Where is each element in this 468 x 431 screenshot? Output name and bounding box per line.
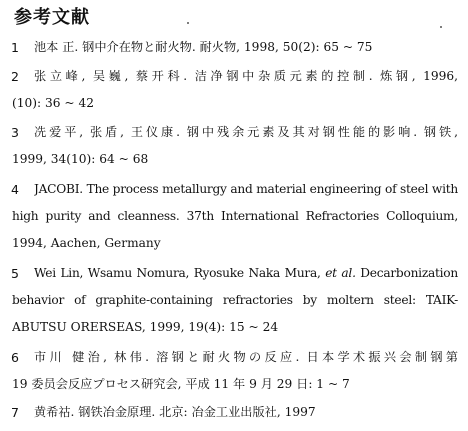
reference-line: Wei Lin, Wsamu Nomura, Ryosuke Naka Mura, et al. Decarbonization [34, 266, 458, 280]
reference-line: JACOBI. The process metallurgy and material engineering of steel with [34, 182, 458, 196]
reference-number: 1 [11, 40, 19, 55]
et-al-italic: et al. [325, 266, 356, 280]
reference-number: 3 [11, 125, 19, 140]
reference-line: 1994, Aachen, Germany [12, 236, 161, 250]
reference-text [12, 176, 458, 257]
reference-line: behavior of graphite-containing refractories by moltern steel: TAIK- [12, 293, 458, 307]
print-speck [440, 26, 442, 28]
reference-line: 池本 正. 钢中介在物と耐火物. 耐火物, 1998, 50(2): 65 ~ 75 [34, 40, 373, 54]
reference-line: high purity and cleanness. 37th International Refractories Colloquium, [12, 209, 458, 223]
reference-line: 1999, 34(10): 64 ~ 68 [12, 152, 149, 166]
reference-text [34, 399, 458, 426]
reference-line: ABUTSU ORERSEAS, 1999, 19(4): 15 ~ 24 [12, 320, 279, 334]
reference-line: (10): 36 ~ 42 [12, 96, 94, 110]
reference-number: 6 [11, 350, 19, 365]
reference-line: 冼爱平, 张盾, 王仪康. 钢中残余元素及其对钢性能的影响. 钢铁, [34, 125, 458, 139]
references-heading: 参考文献 [14, 7, 90, 28]
reference-line: 19 委员会反应プロセス研究会, 平成 11 年 9 月 29 日: 1 ~ 7 [12, 377, 350, 391]
reference-line: 张立峰, 吴巍, 蔡开科. 洁净钢中杂质元素的控制. 炼钢, 1996, [34, 69, 458, 83]
reference-number: 2 [11, 69, 19, 84]
reference-number: 7 [11, 405, 19, 420]
reference-line: 市川 健治, 林伟. 溶钢と耐火物の反应. 日本学术振兴会制钢第 [34, 350, 458, 364]
reference-line: 黄希祜. 钢铁冶金原理. 北京: 冶金工业出版社, 1997 [34, 405, 316, 419]
reference-text [12, 63, 458, 117]
print-speck [187, 22, 189, 24]
reference-text [12, 344, 458, 398]
reference-text [12, 260, 458, 341]
reference-text [34, 34, 458, 61]
reference-text [12, 119, 458, 173]
reference-number: 5 [11, 266, 19, 281]
reference-number: 4 [11, 182, 19, 197]
